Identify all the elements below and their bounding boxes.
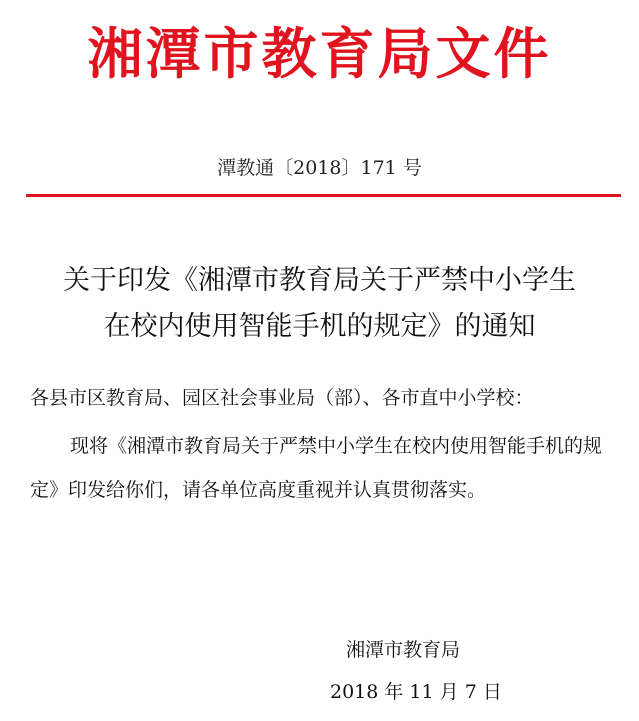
notice-title (0, 258, 639, 350)
recipients-line: 各县市区教育局、园区社会事业局（部）、各市直中小学校： (30, 387, 534, 409)
notice-title-line-1: 关于印发《湘潭市教育局关于严禁中小学生 (63, 265, 576, 296)
notice-title-line-2: 在校内使用智能手机的规定》的通知 (103, 311, 536, 342)
red-divider-line (26, 194, 621, 197)
issuing-agency-signature: 湘潭市教育局 (346, 639, 461, 661)
document-number: 潭教通〔2018〕171 号 (217, 157, 422, 179)
document-header-title: 湘潭市教育局文件 (87, 22, 552, 86)
body-paragraph: 现将《湘潭市教育局关于严禁中小学生在校内使用智能手机的规定》印发给你们，请各单位高度重视并认真贯彻落实。 (30, 435, 603, 501)
issue-date: 2018 年 11 月 7 日 (330, 681, 502, 703)
